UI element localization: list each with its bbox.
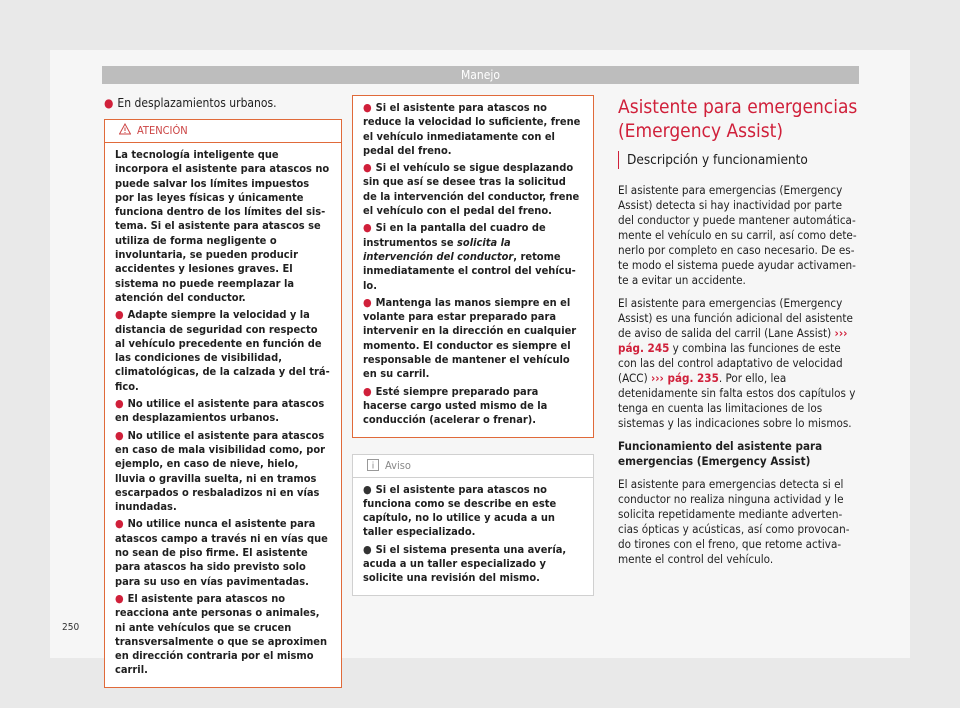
bullet-icon: ● (363, 384, 372, 398)
warning-box-continued (352, 95, 594, 438)
page-reference-link[interactable]: ››› pág. 235 (650, 371, 719, 385)
subheading: Funcionamiento del asistente para emergencias (Emergency Assist) (618, 439, 823, 468)
warning-body (105, 143, 341, 687)
column-2 (352, 95, 594, 596)
bullet-icon: ● (363, 221, 372, 235)
list-item: ● En desplazamientos urbanos. (104, 96, 277, 110)
bullet-icon: ● (115, 517, 124, 531)
info-icon (367, 459, 379, 471)
warning-body (353, 96, 593, 437)
bullet-icon: ● (363, 482, 372, 496)
paragraph: El asistente para emergencias (Emergency Assist) detecta si hay inactividad por parte del conductor y puede mantener automáticamente el vehículo en su carril, así como detenerlo por completo en caso necesario. De este modo el sistema puede ayudar activamente a evitar un accidente. (618, 183, 857, 287)
warning-box-header (105, 120, 341, 143)
bullet-icon: ● (363, 295, 372, 309)
notice-item: ● Si el sistema presenta una avería, acuda a un taller especializado y solicite una revisión del mismo. (363, 542, 567, 585)
warning-item: ● No utilice nunca el asistente para atascos campo a través ni en vías que no sean de piso firme. El asistente para atascos ha sido previsto solo para su uso en vías pavimentadas. (115, 517, 328, 588)
warning-item: ● El asistente para atascos no reacciona ante personas o animales, ni ante vehículos que se crucen transversalmente o que se aproximen en dirección contraria por el mismo carril. (115, 591, 328, 677)
column-1 (104, 95, 342, 688)
document-page (50, 50, 910, 677)
warning-triangle-icon (119, 123, 131, 135)
bullet-icon: ● (115, 591, 124, 605)
bullet-icon: ● (363, 542, 372, 556)
warning-item: ● Mantenga las manos siempre en el volante para estar preparado para intervenir en la dirección en cualquier momento. El conductor es siempre el responsable de mantener el vehículo en su carril. (363, 295, 577, 381)
bullet-icon: ● (363, 161, 372, 175)
warning-item: ● No utilice el asistente para atascos en desplazamientos urbanos. (115, 397, 325, 425)
bullet-icon: ● (115, 308, 124, 322)
warning-item: ● Si en la pantalla del cuadro de instrumentos se solicita la intervención del conductor, retome inmediatamente el control del vehículo. (363, 221, 576, 292)
bullet-icon: ● (363, 101, 372, 114)
page-reference-link[interactable]: ››› pág. 245 (618, 326, 848, 355)
warning-intro: La tecnología inteligente que incorpora el asistente para atascos no puede salvar los límites impuestos por las leyes físicas y únicamente funciona dentro de los límites del sistema. Si el asistente para atascos se utiliza de forma negligente o involuntaria, se pueden producir accidentes y lesiones graves. El sistema no puede reemplazar la atención del conductor. (115, 148, 330, 304)
warning-title: ATENCIÓN (137, 124, 188, 137)
notice-title: Aviso (385, 458, 411, 472)
page-header: Manejo (102, 66, 859, 84)
warning-item: ● No utilice el asistente para atascos en caso de mala visibilidad como, por ejemplo, en caso de nieve, hielo, lluvia o gravilla suelta, ni en tramos escarpados o resbaladizos ni en vías inundadas. (115, 428, 326, 514)
page-number: 250 (62, 622, 80, 633)
notice-box-header (353, 455, 593, 478)
bullet-icon: ● (104, 96, 114, 110)
notice-body (353, 478, 593, 595)
warning-item: ● Si el asistente para atascos no reduce la velocidad lo suficiente, frene el vehículo inmediatamente con el pedal del freno. (363, 101, 581, 157)
warning-item: ● Si el vehículo se sigue desplazando sin que así se desee tras la solicitud de la intervención del conductor, frene el vehículo con el pedal del freno. (363, 161, 580, 218)
warning-box (104, 119, 342, 688)
warning-item: ● Esté siempre preparado para hacerse cargo usted mismo de la conducción (acelerar o frenar). (363, 384, 548, 427)
warning-item: ● Adapte siempre la velocidad y la distancia de seguridad con respecto al vehículo precedente en función de las condiciones de visibilidad, climatológicas, de la calzada y del tráfico. (115, 308, 330, 393)
bullet-icon: ● (115, 397, 124, 411)
paragraph: El asistente para emergencias detecta si el conductor no realiza ninguna actividad y le solicita repetidamente mediante advertencias ópticas y acústicas, así como provocando tirones con el freno, que retome activamente el control del vehículo. (618, 477, 850, 566)
notice-box (352, 454, 594, 596)
paragraph: El asistente para emergencias (Emergency Assist) es una función adicional del asistente de aviso de salida del carril (Lane Assist) ››› pág. 245 y combina las funciones de este con las del control adaptativo de velocidad (ACC) ››› pág. 235. Por ello, lea detenidamente sin falta estos dos capítulos y tenga en cuenta las limitaciones de los sistemas y las indicaciones sobre lo mismos. (618, 296, 856, 430)
section-subtitle: Descripción y funcionamiento (618, 151, 858, 169)
column-3 (618, 95, 858, 575)
bullet-icon: ● (115, 428, 124, 442)
notice-item: ● Si el asistente para atascos no funciona como se describe en este capítulo, no lo utilice y acuda a un taller especializado. (363, 482, 557, 539)
section-title: Asistente para emergencias (Emergency Assist) (618, 96, 858, 142)
